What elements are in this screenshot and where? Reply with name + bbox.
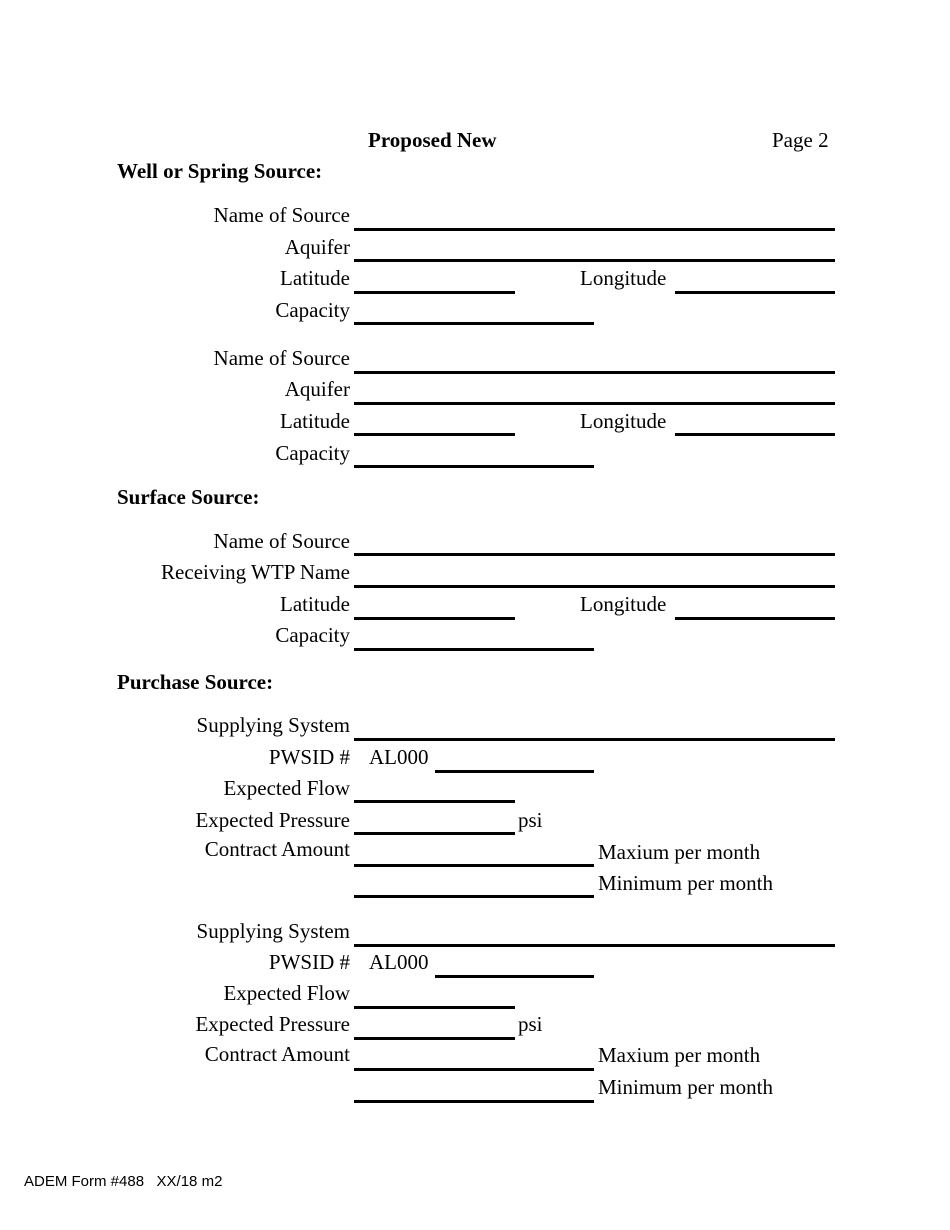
purchase1-pwsid-field[interactable] — [435, 770, 594, 773]
purchase2-pwsid-prefix: AL000 — [369, 950, 429, 974]
well1-latitude-label: Latitude — [280, 266, 350, 290]
surface-capacity-label: Capacity — [275, 623, 350, 647]
purchase2-contract-min-field[interactable] — [354, 1100, 594, 1103]
purchase1-pressure-label: Expected Pressure — [195, 808, 350, 832]
well1-capacity-field[interactable] — [354, 322, 594, 325]
purchase1-contract-min-field[interactable] — [354, 895, 594, 898]
well1-aquifer-label: Aquifer — [284, 235, 350, 259]
well1-longitude-label: Longitude — [580, 266, 667, 290]
purchase2-pressure-label: Expected Pressure — [195, 1012, 350, 1036]
well1-capacity-label: Capacity — [275, 298, 350, 322]
purchase2-contract-max-field[interactable] — [354, 1068, 594, 1071]
surface-longitude-field[interactable] — [675, 617, 835, 620]
purchase2-min-label: Minimum per month — [598, 1075, 773, 1099]
purchase1-flow-label: Expected Flow — [223, 776, 350, 800]
purchase1-contract-label: Contract Amount — [204, 837, 350, 861]
surface-latitude-field[interactable] — [354, 617, 515, 620]
purchase1-supplying-field[interactable] — [354, 738, 835, 741]
surface-capacity-field[interactable] — [354, 648, 594, 651]
surface-latitude-label: Latitude — [280, 592, 350, 616]
purchase2-max-label: Maxium per month — [598, 1043, 761, 1067]
purchase2-contract-label: Contract Amount — [204, 1042, 350, 1066]
section-well-heading: Well or Spring Source: — [117, 159, 323, 183]
purchase1-supplying-label: Supplying System — [196, 713, 350, 737]
surface-wtp-label: Receiving WTP Name — [161, 560, 350, 584]
well1-latitude-field[interactable] — [354, 291, 515, 294]
well2-aquifer-label: Aquifer — [284, 377, 350, 401]
purchase1-max-label: Maxium per month — [598, 840, 761, 864]
section-surface-heading: Surface Source: — [117, 485, 260, 509]
well2-name-label: Name of Source — [213, 346, 350, 370]
purchase1-flow-field[interactable] — [354, 800, 515, 803]
purchase2-psi-unit: psi — [518, 1012, 543, 1036]
section-purchase-heading: Purchase Source: — [117, 670, 274, 694]
purchase1-psi-unit: psi — [518, 808, 543, 832]
well2-longitude-field[interactable] — [675, 433, 835, 436]
well1-longitude-field[interactable] — [675, 291, 835, 294]
well2-longitude-label: Longitude — [580, 409, 667, 433]
well2-name-field[interactable] — [354, 371, 835, 374]
well2-capacity-label: Capacity — [275, 441, 350, 465]
purchase1-pressure-field[interactable] — [354, 832, 515, 835]
surface-longitude-label: Longitude — [580, 592, 667, 616]
well2-latitude-field[interactable] — [354, 433, 515, 436]
purchase1-pwsid-prefix: AL000 — [369, 745, 429, 769]
purchase2-pwsid-label: PWSID # — [268, 950, 350, 974]
purchase2-flow-field[interactable] — [354, 1006, 515, 1009]
form-footer: ADEM Form #488 XX/18 m2 — [24, 1173, 223, 1190]
well2-capacity-field[interactable] — [354, 465, 594, 468]
page-title: Proposed New — [368, 128, 497, 152]
well1-name-field[interactable] — [354, 228, 835, 231]
well2-latitude-label: Latitude — [280, 409, 350, 433]
purchase2-flow-label: Expected Flow — [223, 981, 350, 1005]
well1-name-label: Name of Source — [213, 203, 350, 227]
surface-name-field[interactable] — [354, 553, 835, 556]
purchase2-supplying-field[interactable] — [354, 944, 835, 947]
surface-name-label: Name of Source — [213, 529, 350, 553]
well1-aquifer-field[interactable] — [354, 259, 835, 262]
well2-aquifer-field[interactable] — [354, 402, 835, 405]
purchase1-contract-max-field[interactable] — [354, 864, 594, 867]
purchase1-min-label: Minimum per month — [598, 871, 773, 895]
page-number: Page 2 — [772, 128, 829, 152]
purchase2-pressure-field[interactable] — [354, 1037, 515, 1040]
surface-wtp-field[interactable] — [354, 585, 835, 588]
purchase1-pwsid-label: PWSID # — [268, 745, 350, 769]
purchase2-pwsid-field[interactable] — [435, 975, 594, 978]
purchase2-supplying-label: Supplying System — [196, 919, 350, 943]
